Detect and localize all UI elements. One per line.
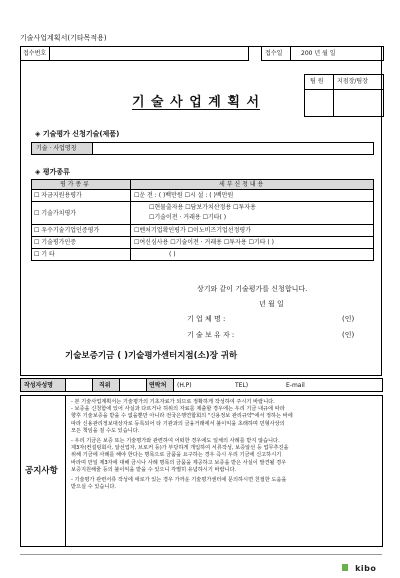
approval-team-sign[interactable] [304, 89, 334, 117]
section1-heading: ◈ 기술평가 신청기술(제품) [35, 130, 120, 138]
position-label: 직위 [92, 378, 120, 392]
declaration-date[interactable]: 년 월 일 [259, 300, 284, 308]
approval-manager[interactable]: 지점장/팀장 [333, 74, 384, 90]
approval-team-member[interactable]: 팀 원 [304, 74, 334, 90]
row-fund-support-detail[interactable]: ☐운 전 : ( )백만원 ☐시 설 : ( )백만원 [130, 189, 374, 202]
notice-line: - 우리 기금은 보증 또는 기술평가와 관련하여 어떠한 경우에도 일체의 사례를 받지 않습니다. [71, 438, 280, 445]
receipt-date-label: 접수일 [261, 46, 291, 61]
approval-manager-sign[interactable] [333, 89, 384, 117]
notice-line: 보증지원해줄 등의 불이익을 받을 수 있으니 각별히 유념하시기 바랍니다. [71, 466, 237, 473]
form-id: 기술사업계획서(기타목적용) [20, 34, 107, 42]
row-tech-cert-detail[interactable]: ☐여신심사용 ☐기술이전 · 거래용 ☐투자용 ☐기타 ( ) [130, 236, 374, 249]
author-name-field[interactable] [65, 378, 93, 392]
notice-line: 위해 기금에 사례를 해야 한다는 명목으로 금품을 요구하는 경우 즉시 우리 기금에 신고하시기 [71, 452, 282, 459]
receipt-date-field[interactable]: 200 년 월 일 [290, 46, 384, 61]
page-title: 기 술 사 업 계 획 서 [131, 95, 261, 110]
position-field[interactable] [119, 378, 147, 392]
row-tech-value-detail[interactable]: ☐현물출자용 ☐담보가치산정용 ☐투자용 ☐기술이전 · 거래용 ☐기타( ) [130, 201, 374, 225]
section2-heading: ◈ 평가종류 [35, 168, 70, 176]
footer-divider [20, 554, 382, 555]
col-detail-header: 세 부 신 청 내 용 [130, 179, 374, 190]
tech-name-label: 기술 · 사업명칭 [31, 142, 93, 155]
col-type-header: 평 가 종 류 [31, 179, 131, 190]
notice-line: 제3자(컨설팅회사, 알선업자, 브로커 등)가 부당하게 개입하여 서류작성, 보증알선 등 업무추진을 [71, 445, 289, 452]
notice-line: - 보증을 신청함에 있어 사실과 다르거나 허위의 자료를 제출할 경우에는 우리 기금 내규에 따라 [71, 406, 285, 413]
row-excellent-tech-detail[interactable]: ☐벤처기업확인평가 ☐이노비즈기업선정평가 [130, 224, 374, 237]
row-other-detail[interactable]: ( ) [130, 248, 374, 261]
contact-field[interactable]: (H.P) TEL) E-mail [173, 378, 383, 392]
receipt-number-label: 접수번호 [20, 46, 50, 61]
company-seal[interactable]: (인) [342, 315, 355, 323]
kibo-logo: kibo [342, 556, 376, 568]
notice-line: 바라며 만일 제3자에 대해 금시나 사례 명목의 금품을 제공하고 보증을 받은 사실이 발견될 경우 [71, 459, 287, 466]
notice-line: - 본 기술사업계획서는 기술평가의 기초자료가 되므로 정확하게 작성하여 주시기 바랍니다. [71, 399, 275, 405]
notice-line: - 기술평가 관련서류 작성에 애로가 있는 경우 가까운 기술평가센터에 문의하시면 친절한 도움을 [71, 477, 287, 484]
notice-content [65, 395, 383, 547]
notice-line: 모든 책임을 질 수도 있습니다. [71, 427, 140, 434]
declaration-statement: 상기와 같이 기술평가를 신청합니다. [197, 285, 308, 293]
notice-label-cell: 공지사항 [20, 395, 66, 547]
contact-label: 연락처 [146, 378, 174, 392]
kibo-logo-mark [342, 564, 348, 571]
addressee: 기술보증기금 ( )기술평가센터지점(소)장 귀하 [65, 351, 238, 361]
row-other[interactable]: ☐ 기 타 [31, 248, 131, 261]
notice-line: 받으실 수 있습니다. [71, 484, 117, 491]
tech-name-field[interactable] [92, 142, 374, 155]
receipt-number-field[interactable] [49, 46, 249, 61]
application-form [20, 46, 382, 376]
row-tech-cert[interactable]: ☐ 기술평가인증 [31, 236, 131, 249]
company-name-label: 기 업 체 명 : [187, 315, 226, 323]
row-tech-value[interactable]: ☐ 기술가치평가 [31, 201, 131, 225]
holder-label: 기 술 보 유 자 : [187, 331, 235, 339]
notice-line: 따라 신용관리정보대상자로 등록되어 타 기관과의 금융거래에서 불이익을 초래하며 민형사상의 [71, 420, 285, 427]
holder-seal[interactable]: (인) [342, 331, 355, 339]
row-excellent-tech[interactable]: ☐ 우수기술기업인증평가 [31, 224, 131, 237]
row-fund-support[interactable]: ☐ 자금지원용평가 [31, 189, 131, 202]
author-name-label: 작성자성명 [20, 378, 66, 392]
notice-line: 향후 기술보증을 받을 수 없을뿐만 아니라 전국은행연합회의 "신용정보 관리규약"에서 정하는 바에 [71, 413, 293, 420]
